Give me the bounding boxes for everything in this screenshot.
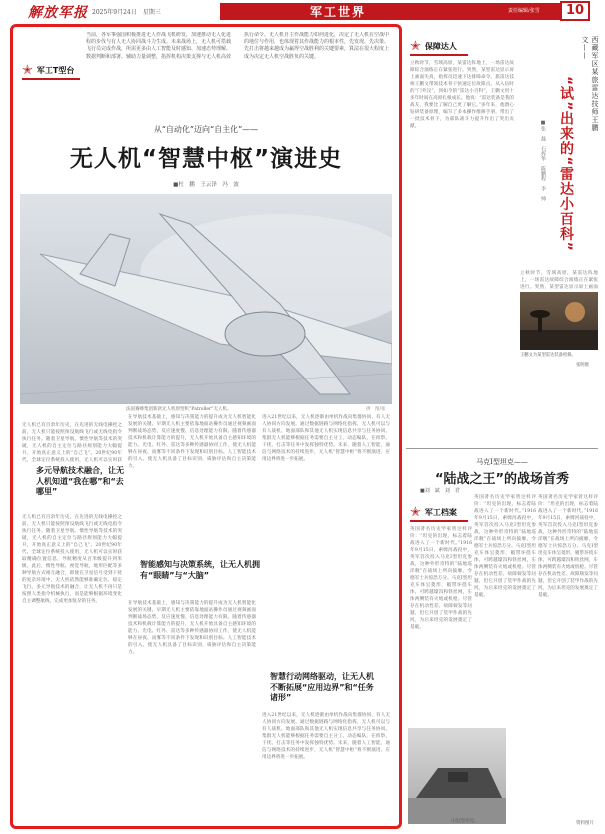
article-title: 无人机“智慧中枢”演进史 <box>69 146 343 172</box>
column-tag <box>410 506 457 519</box>
archive-credit: 资料图片 <box>576 821 594 826</box>
profile-byline: ■张 磊 石挥华 陈鹏程 李 帅 <box>540 120 546 201</box>
tank-photo <box>408 728 506 824</box>
tank-body-col3: 英国著名历史学家曾这样评价：“坦克的出现，标志着陆战进入了一个新时代。”1916年9月15日，索姆河战役中，英军首次投入马克Ⅰ型坦克参战，这种外形奇特的“陆地巡洋舰”在战场上所向披靡，令德军士兵惊恐万分。马克Ⅰ型坦克车体呈菱形，履带环绕车体，可跨越壕沟和铁丝网，车体两侧装有火炮或机枪。尽管存在机动性差、故障频发等问题，但它开创了装甲作战的先河，为后来坦克的发展奠定了基础。 <box>538 495 598 598</box>
tank-byline: ■刘 斌 刘 君 <box>420 488 460 494</box>
column-tag-label: 保障达人 <box>424 42 457 51</box>
editor-credit: 责任编辑/张雪 <box>508 8 540 14</box>
radar-photo-credit: 张明摄 <box>576 363 589 368</box>
body-col2: 在导航技术基础上，感知与决策能力的提升成为无人机智能化发展的关键。早期无人机主要依靠地面站操作员通过视频画面判断战场态势，反应速度慢、信息处理能力有限。随着传感器技术和机载计算能力的提升，无人机开始具备自主感知环境的能力。光电、红外、雷达等多种传感器协同工作，使无人机能够在昼夜、雨雾等不同条件下发现和识别目标。人工智能技术的引入，使无人机具备了目标识别、威胁评估和自主决策能力。 <box>128 601 256 655</box>
page-number: 10 <box>560 1 590 21</box>
column-tag-label: 军工T型台 <box>36 66 75 75</box>
tank-illustration <box>408 728 506 824</box>
column-tag <box>22 64 74 77</box>
subhead-perception: 智能感知与决策系统，让无人机拥有“眼睛”与“大脑” <box>140 560 260 580</box>
drone-photo <box>20 194 392 404</box>
star-icon: ✭ <box>410 505 421 520</box>
body-col1: 无人机已有百余年历史，在先进的无线电操控之前，无人机只能按照预设航线飞行或无线电指令执行任务。随着卫星导航、惯性导航等技术的突破，无人机的自主定位与路径规划能力大幅提升，开始真正意义上的“自己飞”。20世纪90年代，全球定位系统投入使用，无人机可以实时获取精确位置信息，导航精度从百米级提升到米级。此后，惯性导航、视觉导航、地形匹配等多种导航方式相互融合，即使在卫星信号受到干扰的复杂环境中，无人机依然能够准确定位、稳定飞行。多元导航技术的融合，让无人机不再只是按照人类指令机械执行，而是能够根据环境变化自主调整航线，完成更加复杂的任务。 <box>22 515 122 604</box>
masthead <box>0 0 605 22</box>
radar-photo-caption: 王鹏文为某型雷达装备检修。 <box>520 353 576 358</box>
lead-paragraph: 当前，各军事强国积极推进无人作战飞机研发，加速推动无人化进程的步伐与有人无人协同战斗力生成。未来战场上，无人机可搭载飞行员完成作战，所需更多由人工智能及时感知、加速态势理解、数据判断和部署、辅助力量调整，指挥机构决策支撑与无人机高效执行命令。无人机自主作战能力如何进化，决定了无人机在空战中的地位与作用，也体现着其作战能力的根本性，先发现、先决策、先打击将越来越成为赢得空战胜利的关键要素，算法在很大程度上成为决定无人机空战胜负的关键。 <box>86 32 390 60</box>
tag-underline <box>410 520 468 522</box>
radar-photo <box>520 292 598 350</box>
star-icon: ✭ <box>410 39 421 54</box>
profile-kicker: 西藏军区某旅雷达技师王鹏文—— <box>581 36 599 132</box>
tank-title: “陆战之王”的战场首秀 <box>434 472 570 487</box>
article-byline: ■杜 鹏 王云泽 冯 波 <box>173 182 239 188</box>
tag-underline <box>410 54 468 56</box>
tank-photo-caption: 马克Ⅰ型坦克。 <box>450 819 479 824</box>
body-col3: 进入21世纪以来，无人机逐渐由单机作战向集群协同、有人无人协同方向发展。通过数据链路与网络化指挥，无人机可以与有人战机、地面部队和其他无人机实现信息共享与任务协同。集群无人机能够根据任务需要自主分工、动态编队，在侦察、干扰、打击等任务中发挥独特优势。未来，随着人工智能、通信与网络技术的持续进步，无人机“智慧中枢”将不断演进，应用边界将进一步拓展。 <box>262 713 390 760</box>
photo-credit: 供 图/张 <box>366 407 386 412</box>
article-kicker: 从“自动化”迈向“自主化”—— <box>153 125 259 134</box>
star-icon: ✭ <box>22 63 33 78</box>
subhead-network: 智慧行动网络驱动，让无人机不断拓展“应用边界”和“任务诸形” <box>270 672 374 702</box>
tag-underline <box>22 78 80 80</box>
newspaper-logo: 解放军报 <box>28 5 88 21</box>
body-col1-top: 无人机已有百余年历史，在先进的无线电操控之前，无人机只能按照预设航线飞行或无线电指令执行任务。随着卫星导航、惯性导航等技术的突破，无人机的自主定位与路径规划能力大幅提升，开始真正意义上的“自己飞”。20世纪90年代，全球定位系统投入使用，无人机可以实时获 <box>22 423 122 463</box>
tank-body-col2: 英国著名历史学家曾这样评价：“坦克的出现，标志着陆战进入了一个新时代。”1916年9月15日，索姆河战役中，英军首次投入马克Ⅰ型坦克参战，这种外形奇特的“陆地巡洋舰”在战场上所向披靡，令德军士兵惊恐万分。马克Ⅰ型坦克车体呈菱形，履带环绕车体，可跨越壕沟和铁丝网，车体两侧装有火炮或机枪。尽管存在机动性差、故障频发等问题，但它开创了装甲作战的先河，为后来坦克的发展奠定了基础。 <box>474 495 536 598</box>
column-tag-label: 军工档案 <box>424 508 457 517</box>
tank-kicker: 马克Ⅰ型坦克—— <box>476 458 528 466</box>
body-col3-top: 进入21世纪以来，无人机逐渐由单机作战向集群协同、有人无人协同方向发展。通过数据链路与网络化指挥，无人机可以与有人战机、地面部队和其他无人机实现信息共享与任务协同。集群无人机能够根据任务需要自主分工、动态编队，在侦察、干扰、打击等任务中发挥独特优势。未来，随着人工智能、通信与网络技术的持续进步，无人机“智慧中枢”将不断演进，应用边界将进一步拓展。 <box>262 415 390 462</box>
section-title: 军工世界 <box>310 5 367 19</box>
profile-title: “试”出来的“雷达小百科” <box>558 76 574 252</box>
profile-body-tail: 立秋时节，雪域高原，某雷达阵地上，一场雷达故障综合演练正在紧张进行。突然，某型雷达显示屏上画面 <box>520 271 598 290</box>
photo-caption: 法国赛峰集团新款无人机原型机“Patroller”无人机。 <box>126 407 232 412</box>
body-col2-top: 在导航技术基础上，感知与决策能力的提升成为无人机智能化发展的关键。早期无人机主要依靠地面站操作员通过视频画面判断战场态势，反应速度慢、信息处理能力有限。随着传感器技术和机载计算能力的提升，无人机开始具备自主感知环境的能力。光电、红外、雷达等多种传感器协同工作，使无人机能够在昼夜、雨雾等不同条件下发现和识别目标。人工智能技术的引入，使无人机具备了目标识别、威胁评估和自主决策能力。 <box>128 415 256 469</box>
subhead-navigation: 多元导航技术融合，让无人机知道“我在哪”和“去哪里” <box>36 466 124 496</box>
issue-date: 2025年9月24日 星期三 <box>92 9 161 16</box>
radar-illustration <box>520 292 598 350</box>
section-divider <box>406 448 598 449</box>
drone-illustration <box>20 194 392 404</box>
profile-body: 立秋时节，雪域高原，某雷达阵地上，一场雷达故障综合演练正在紧张进行。突然，某型雷达显示屏上画面失真，指挥员迅速下达排障命令。旅雷达技师王鹏文带领技术骨干快速定位故障点。从入伍时的“门外汉”，到如今的“雷达小百科”，王鹏文用十多年时间在高原扎根成长。他说：“雷达装备是我的战友，我要比了解自己更了解它。”多年来，他潜心钻研装备原理，编写了多本操作维修手册，带出了一批技术骨干，为部队战斗力提升作出了突出贡献。 <box>410 61 514 129</box>
tank-body-col1: 英国著名历史学家曾这样评价：“坦克的出现，标志着陆战进入了一个新时代。”1916年9月15日，索姆河战役中，英军首次投入马克Ⅰ型坦克参战，这种外形奇特的“陆地巡洋舰”在战场上所向披靡，令德军士兵惊恐万分。马克Ⅰ型坦克车体呈菱形，履带环绕车体，可跨越壕沟和铁丝网，车体两侧装有火炮或机枪。尽管存在机动性差、故障频发等问题，但它开创了装甲作战的先河，为后来坦克的发展奠定了基础。 <box>410 527 472 630</box>
column-tag <box>410 40 457 53</box>
